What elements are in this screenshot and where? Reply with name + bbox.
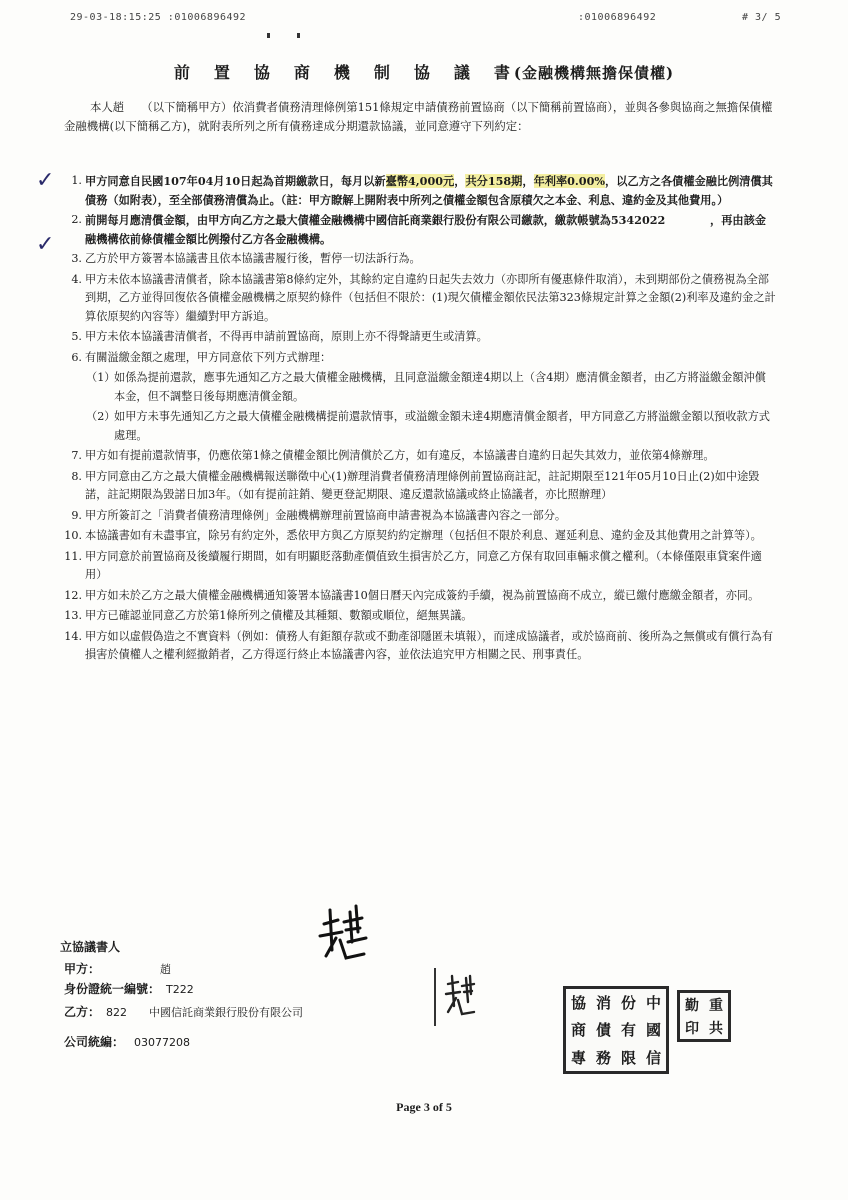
seal-char: 協 [570,994,586,1013]
seal-char: 份 [620,994,636,1013]
seal-char: 專 [570,1048,586,1067]
clause-8 [64,468,776,505]
seal-char: 印 [685,1020,699,1037]
clause-number: 1. [71,174,82,187]
clause-number: 14. [64,629,82,643]
clause-text: 甲方未依本協議書清償者，不得再申請前置協商，原則上亦不得聲請更生或清算。 [85,330,488,343]
signatory-heading [60,938,120,955]
clause-text: 甲方如未於乙方之最大債權金融機構通知簽署本協議書10個日曆天內完成簽約手續，視為前置協商不成立，縱已繳付應繳金額者，亦同。 [85,588,760,602]
clause-12 [64,587,776,606]
party-b-label: 乙方： [64,1005,101,1019]
seal-char: 共 [709,1020,723,1037]
clause-text: 甲方所簽訂之「消費者債務清理條例」金融機構辦理前置協商申請書視為本協議書內容之一部分。 [85,508,567,522]
party-b-value: 822 中國信託商業銀行股份有限公司 [106,1006,304,1019]
scan-speck [297,33,300,38]
party-a-value: 趙 [160,963,172,976]
clause-10 [64,527,776,546]
clause-14 [64,628,776,665]
highlight-periods: 共分158期 [465,174,523,188]
signatory-heading-text: 立協議書人 [60,940,121,954]
seal-char: 國 [645,1021,661,1040]
clause-5 [64,328,776,347]
clause-text [85,172,776,209]
clause-number: 2. [71,213,82,226]
clause-text: 甲方如以虛假偽造之不實資料（例如：債務人有鉅額存款或不動產卻隱匿未填報），而達成協議者，或於協商前、後所為之無償或有償行為有損害於債權人之權利經撤銷者，乙方得逕行終止本協議書內容，並依法追究甲方相關之民、刑事責任。 [85,629,774,661]
clause-number: 11. [64,549,82,563]
personal-seal [434,968,486,1026]
clause-text: 乙方於甲方簽署本協議書且依本協議書履行後，暫停一切法訴行為。 [85,252,421,265]
clause-6 [64,349,776,368]
clause-number: 8. [71,469,82,483]
party-b-row [64,1003,303,1020]
clause-text: 有關溢繳金額之處理，甲方同意依下列方式辦理： [85,350,332,364]
clause-1 [64,172,776,209]
highlight-amount: 臺幣4,000元 [385,174,455,188]
clause-1-part: ， [522,174,534,188]
clause-6-subitem [86,408,776,445]
clause-2 [64,211,776,248]
page-number: Page 3 of 5 [396,1100,452,1114]
clause-text: 甲方如有提前還款情事，仍應依第1條之債權金額比例清償於乙方，如有違反，本協議書自違約日起失其效力，並依第4條辦理。 [85,449,715,462]
clause-number: 12. [64,588,82,602]
clause-1-part: 甲方同意自民國107年04月10日起為首期繳款日，每月以新 [85,174,386,188]
party-a-label: 甲方： [64,962,101,976]
title-main: 前 置 協 商 機 制 協 議 書 [173,63,514,82]
id-number-value: T222 [166,983,194,996]
clause-number: 6. [71,350,82,364]
seal-char: 消 [595,994,611,1013]
clause-text: 前開每月應清償金額，由甲方向乙方之最大債權金融機構中國信託商業銀行股份有限公司繳款，繳款帳號為5342022 ，再由該金融機構依前條債權金額比例撥付乙方各金融機構。 [85,213,766,246]
clause-number: 7. [71,449,82,462]
clause-number: 9. [71,508,82,522]
clause-13 [64,607,776,626]
clause-1-part: ，以乙方之各債權金融比例清償其債務（如附表），至全部債務清償為止。（註：甲方瞭解上開附表中所列之債權金額包含原積欠之本金、利息、違約金及其他費用。） [85,174,773,207]
subitem-number: （2） [86,410,116,423]
clause-text: 甲方同意於前置協商及後續履行期間，如有明顯貶落動產價值致生損害於乙方，同意乙方保有取回車輛求償之權利。（本條僅限車貸案件適用） [85,549,762,581]
fax-header-left: 29-03-18:15:25 :01006896492 [70,12,247,23]
seal-char: 重 [709,997,723,1014]
clause-9 [64,507,776,526]
clause-number: 5. [71,330,82,343]
seal-char: 有 [620,1021,636,1040]
clause-text: 本協議書如有未盡事宜，除另有約定外，悉依甲方與乙方原契約約定辦理（包括但不限於利息、遲延利息、違約金及其他費用之計算等）。 [85,529,762,542]
clause-6-subitem [86,369,776,406]
seal-char: 勤 [685,997,699,1014]
clause-1-part: ， [454,174,466,188]
company-id-label: 公司統編： [64,1035,125,1049]
clause-text: 甲方已確認並同意乙方於第1條所列之債權及其種類、數額或順位，絕無異議。 [85,609,473,622]
checkmark-icon: ✓ [36,168,55,193]
checkmark-icon: ✓ [36,232,55,257]
clause-4 [64,271,776,327]
clause-text: 甲方同意由乙方之最大債權金融機構報送聯徵中心(1)辦理消費者債務清理條例前置協商註記，註記期限至121年05月10日止(2)如中途毀諾，註記期限為毀諾日加3年。（如有提前註銷、變更登記期限、違反還款協議或終止協議者，亦比照辦理） [85,469,760,501]
seal-char: 債 [595,1021,611,1040]
scan-speck [267,33,270,38]
clause-number: 10. [64,529,82,542]
seal-char: 商 [570,1021,586,1040]
subitem-text: 如係為提前還款，應事先通知乙方之最大債權金融機構，且同意溢繳金額達4期以上（含4期）應清償金額者，由乙方將溢繳金額沖償本金，但不調整日後每期應清償金額。 [114,371,766,403]
bank-seal [563,986,669,1074]
fax-page-counter: # 3/ 5 [742,12,782,23]
highlight-rate: 年利率0.00% [533,174,606,188]
subitem-text: 如甲方未事先通知乙方之最大債權金融機構提前還款情事，或溢繳金額未達4期應清償金額者，甲方同意乙方將溢繳金額以預收款方式處理。 [114,410,770,442]
clause-text: 甲方未依本協議書清償者，除本協議書第8條約定外，其餘約定自違約日起失去效力（亦即所有優惠條件取消），未到期部份之債務視為全部到期，乙方並得回復依各債權金融機構之原契約條件（包括但不限於：(1)現欠債權金額依民法第323條規定計算之金額(2)利率及違約金之計算依原契約內容等）繼續對甲方訴追。 [85,272,776,323]
seal-char: 限 [620,1048,636,1067]
party-a-row [64,960,171,977]
officer-seal [677,990,731,1042]
clause-11 [64,548,776,585]
clause-number: 4. [71,272,82,286]
clause-list [64,172,776,667]
company-id-value: 03077208 [134,1036,191,1049]
clause-3 [64,250,776,269]
clause-number: 3. [71,252,82,265]
id-number-label: 身份證統一編號： [64,982,161,996]
clause-7 [64,447,776,466]
clause-number: 13. [64,609,82,622]
company-id-row [64,1033,190,1050]
id-number-row [64,980,194,997]
seal-char: 中 [645,994,661,1013]
seal-char: 信 [645,1048,661,1067]
preamble: 本人趙 （以下簡稱甲方）依消費者債務清理條例第151條規定申請債務前置協商（以下簡稱前置協商），並與各參與協商之無擔保債權金融機構(以下簡稱乙方)，就附表所列之所有債務達成分期還款協議，並同意遵守下列約定： [64,100,773,133]
seal-glyph-icon [444,974,478,1018]
fax-header-middle: :01006896492 [578,12,657,23]
subitem-number: （1） [86,371,116,384]
document-title [0,60,848,83]
handwritten-signature [316,902,370,964]
title-sub: (金融機構無擔保債權) [513,64,675,82]
seal-char: 務 [595,1048,611,1067]
